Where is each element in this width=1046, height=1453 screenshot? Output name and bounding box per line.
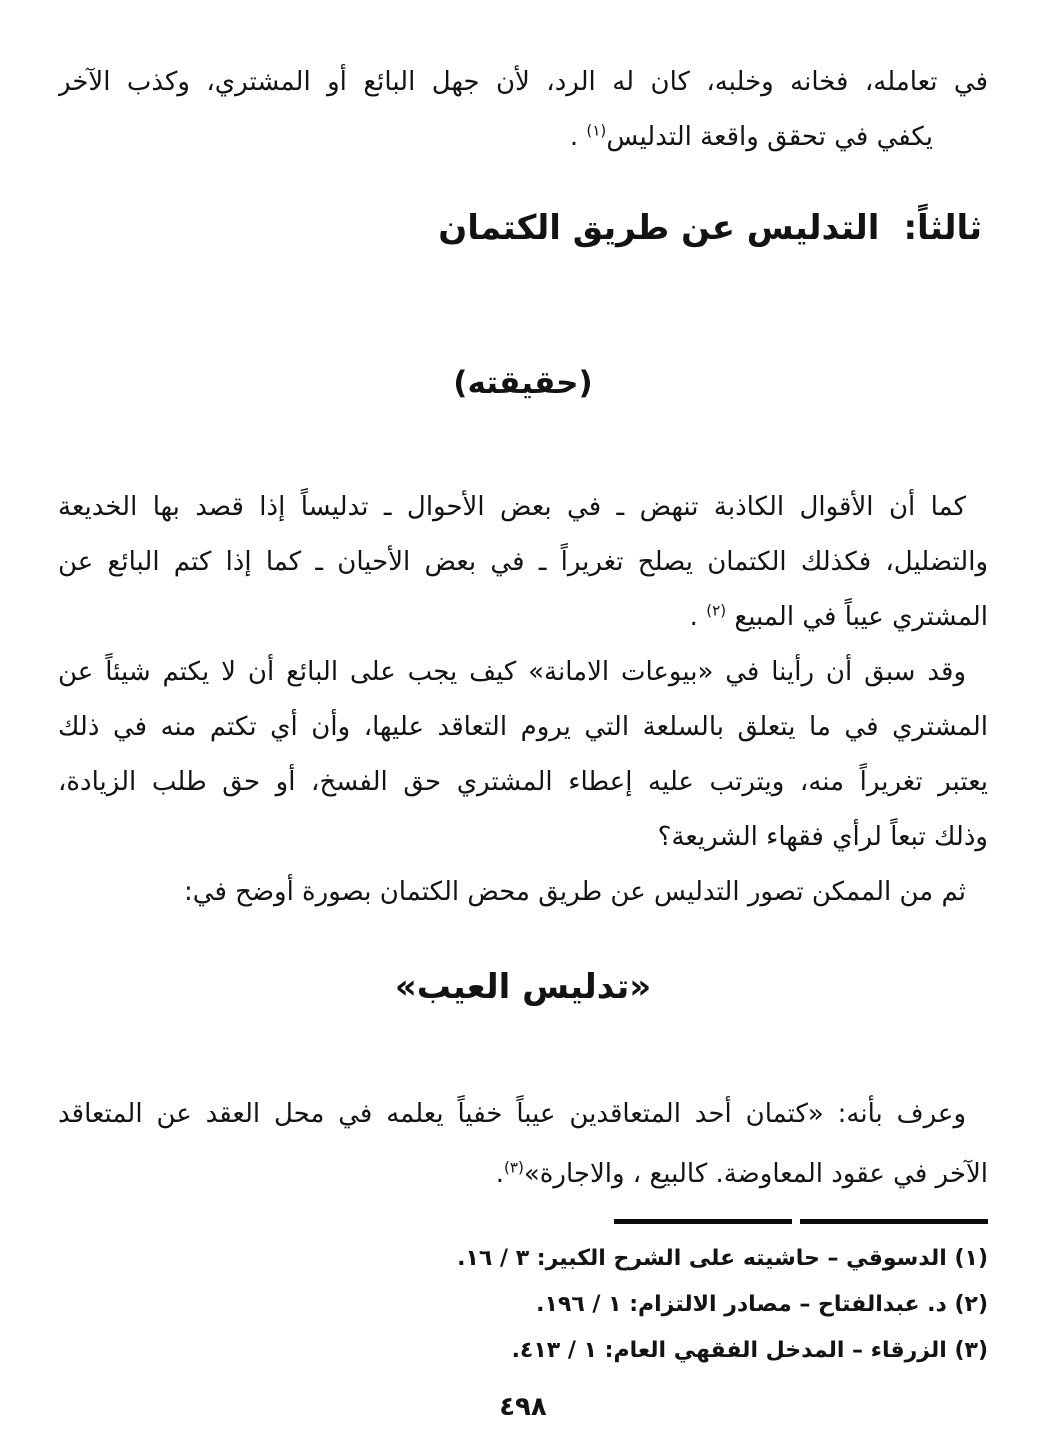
paragraph — [58, 865, 988, 920]
footnote-3: (٣) الزرقاء – المدخل الفقهي العام: ١ / ٤١٣. — [511, 1338, 988, 1363]
section-heading-title: التدليس عن طريق الكتمان — [438, 208, 880, 248]
footnote-ref-1: (١) — [586, 121, 607, 140]
paragraph — [58, 645, 988, 865]
text-line: يعتبر تغريراً منه، ويترتب عليه إعطاء المشتري حق الفسخ، أو حق طلب الزيادة، — [58, 767, 988, 797]
sentence-end: . — [569, 122, 587, 152]
section-heading-label: ثالثاً: — [903, 208, 982, 248]
text-line: كما أن الأقوال الكاذبة تنهض ـ في بعض الأحوال ـ تدليساً إذا قصد بها الخديعة — [58, 492, 966, 522]
subheading-essence: (حقيقته) — [453, 365, 593, 401]
text-line: والتضليل، فكذلك الكتمان يصلح تغريراً ـ في بعض الأحيان ـ كما إذا كتم البائع عن — [58, 547, 988, 577]
text-line: ثم من الممكن تصور التدليس عن طريق محض الكتمان بصورة أوضح في: — [184, 877, 966, 907]
section-heading — [58, 197, 982, 259]
footnote-ref-2: (٢) — [706, 601, 727, 620]
footnote-1: (١) الدسوقي – حاشيته على الشرح الكبير: ٣ / ١٦. — [457, 1246, 988, 1271]
paragraph — [58, 480, 988, 645]
footnote-ref-3: (٣) — [503, 1158, 524, 1177]
subheading-defect-fraud: «تدليس العيب» — [394, 967, 652, 1007]
page-number: ٤٩٨ — [499, 1392, 547, 1422]
text-line: المشتري في ما يتعلق بالسلعة التي يروم التعاقد عليها، وأن أي تكتم منه في ذلك — [58, 712, 988, 742]
footnotes-block — [58, 1236, 988, 1374]
text-segment: يكفي في تحقق واقعة التدليس — [606, 122, 933, 152]
text-line: وعرف بأنه: «كتمان أحد المتعاقدين عيباً خفياً يعلمه في محل العقد عن المتعاقد — [58, 1099, 966, 1129]
separator-segment — [800, 1219, 988, 1224]
text-segment: الآخر في عقود المعاوضة. كالبيع ، والاجارة» — [523, 1159, 988, 1189]
text-line: في تعامله، فخانه وخلبه، كان له الرد، لأن جهل البائع أو المشتري، وكذب الآخر — [58, 67, 988, 97]
sentence-end: . — [689, 602, 707, 632]
separator-segment — [614, 1219, 792, 1224]
text-line — [58, 110, 988, 165]
footnote-2: (٢) د. عبدالفتاح – مصادر الالتزام: ١ / ١٩٦. — [536, 1292, 988, 1317]
footnote-separator — [58, 1218, 988, 1224]
text-line: وقد سبق أن رأينا في «بيوعات الامانة» كيف يجب على البائع أن لا يكتم شيئاً عن — [58, 657, 966, 687]
text-line — [58, 590, 988, 645]
text-segment: المشتري عيباً في المبيع — [726, 602, 988, 632]
paragraph-continuation — [58, 55, 988, 165]
paragraph-definition — [58, 1084, 988, 1204]
text-line — [58, 1144, 988, 1204]
text-line: وذلك تبعاً لرأي فقهاء الشريعة؟ — [657, 822, 988, 852]
body-text-block — [58, 480, 988, 920]
sentence-end: . — [495, 1159, 504, 1189]
